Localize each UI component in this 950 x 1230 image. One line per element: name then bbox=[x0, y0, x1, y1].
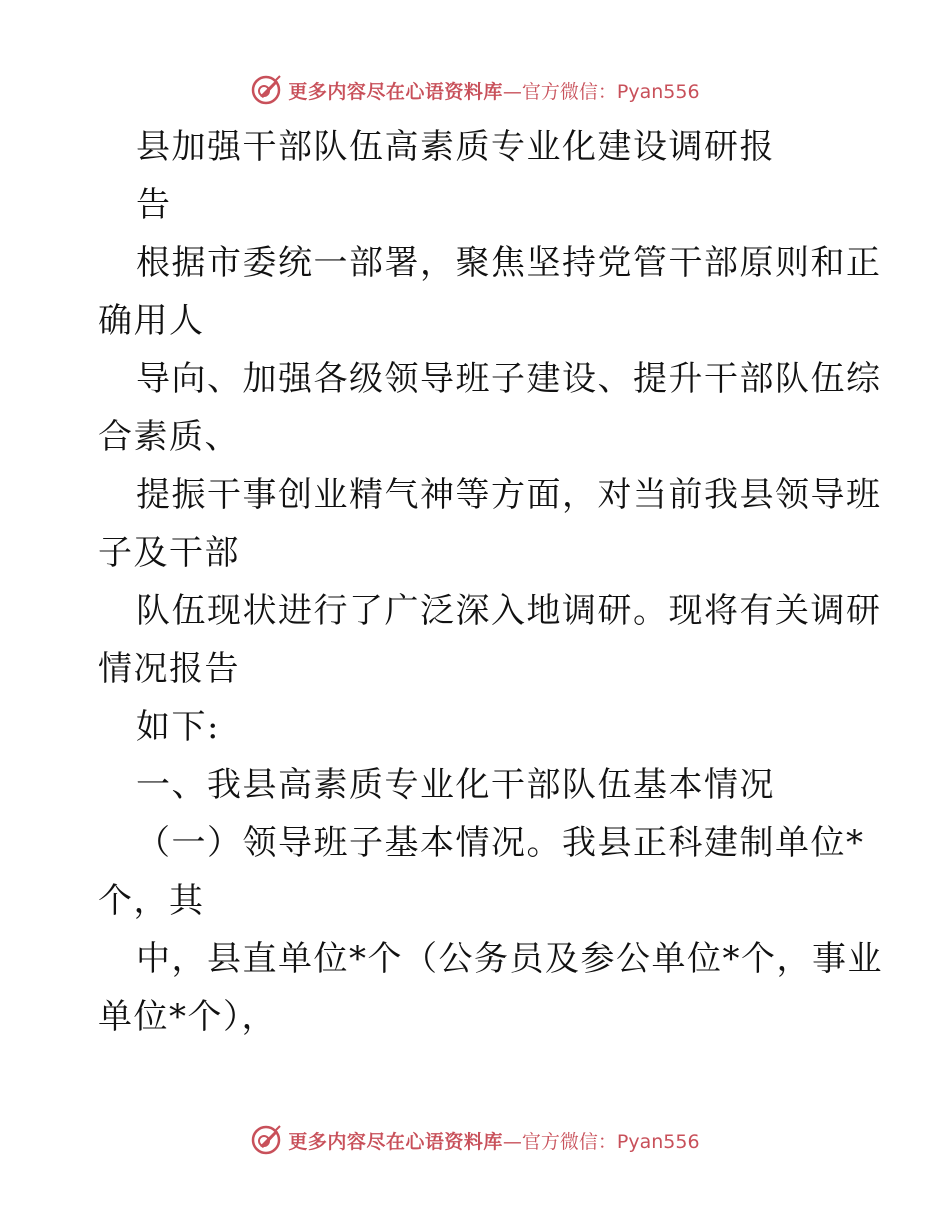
document-line: 提振干事创业精气神等方面，对当前我县领导班 bbox=[136, 475, 882, 515]
watermark-contact-text: —官方微信：Pyan556 bbox=[502, 1130, 700, 1153]
document-line: 中，县直单位*个（公务员及参公单位*个，事业 bbox=[136, 939, 883, 979]
document-line: 合素质、 bbox=[98, 417, 240, 457]
quill-logo-icon bbox=[250, 74, 282, 106]
document-line: 县加强干部队伍高素质专业化建设调研报 bbox=[136, 127, 775, 167]
document-line: 子及干部 bbox=[98, 533, 240, 573]
document-line: 根据市委统一部署，聚焦坚持党管干部原则和正 bbox=[136, 243, 882, 283]
document-line: 个，其 bbox=[98, 881, 205, 921]
document-line: （一）领导班子基本情况。我县正科建制单位* bbox=[136, 823, 865, 863]
header-watermark bbox=[0, 70, 950, 110]
quill-logo-icon bbox=[250, 1124, 282, 1156]
document-line: 如下: bbox=[136, 707, 220, 747]
document-line: 情况报告 bbox=[98, 649, 240, 689]
footer-watermark bbox=[0, 1120, 950, 1160]
watermark-brand-text: 更多内容尽在心语资料库 bbox=[288, 1130, 503, 1153]
document-body bbox=[98, 118, 883, 1046]
document-line: 告 bbox=[136, 185, 172, 225]
document-line: 确用人 bbox=[98, 301, 205, 341]
watermark-brand-text: 更多内容尽在心语资料库 bbox=[288, 80, 503, 103]
document-line: 队伍现状进行了广泛深入地调研。现将有关调研 bbox=[136, 591, 882, 631]
document-line: 单位*个）， bbox=[98, 997, 277, 1037]
document-line: 导向、加强各级领导班子建设、提升干部队伍综 bbox=[136, 359, 882, 399]
watermark-contact-text: —官方微信：Pyan556 bbox=[502, 80, 700, 103]
document-line: 一、我县高素质专业化干部队伍基本情况 bbox=[136, 765, 775, 805]
